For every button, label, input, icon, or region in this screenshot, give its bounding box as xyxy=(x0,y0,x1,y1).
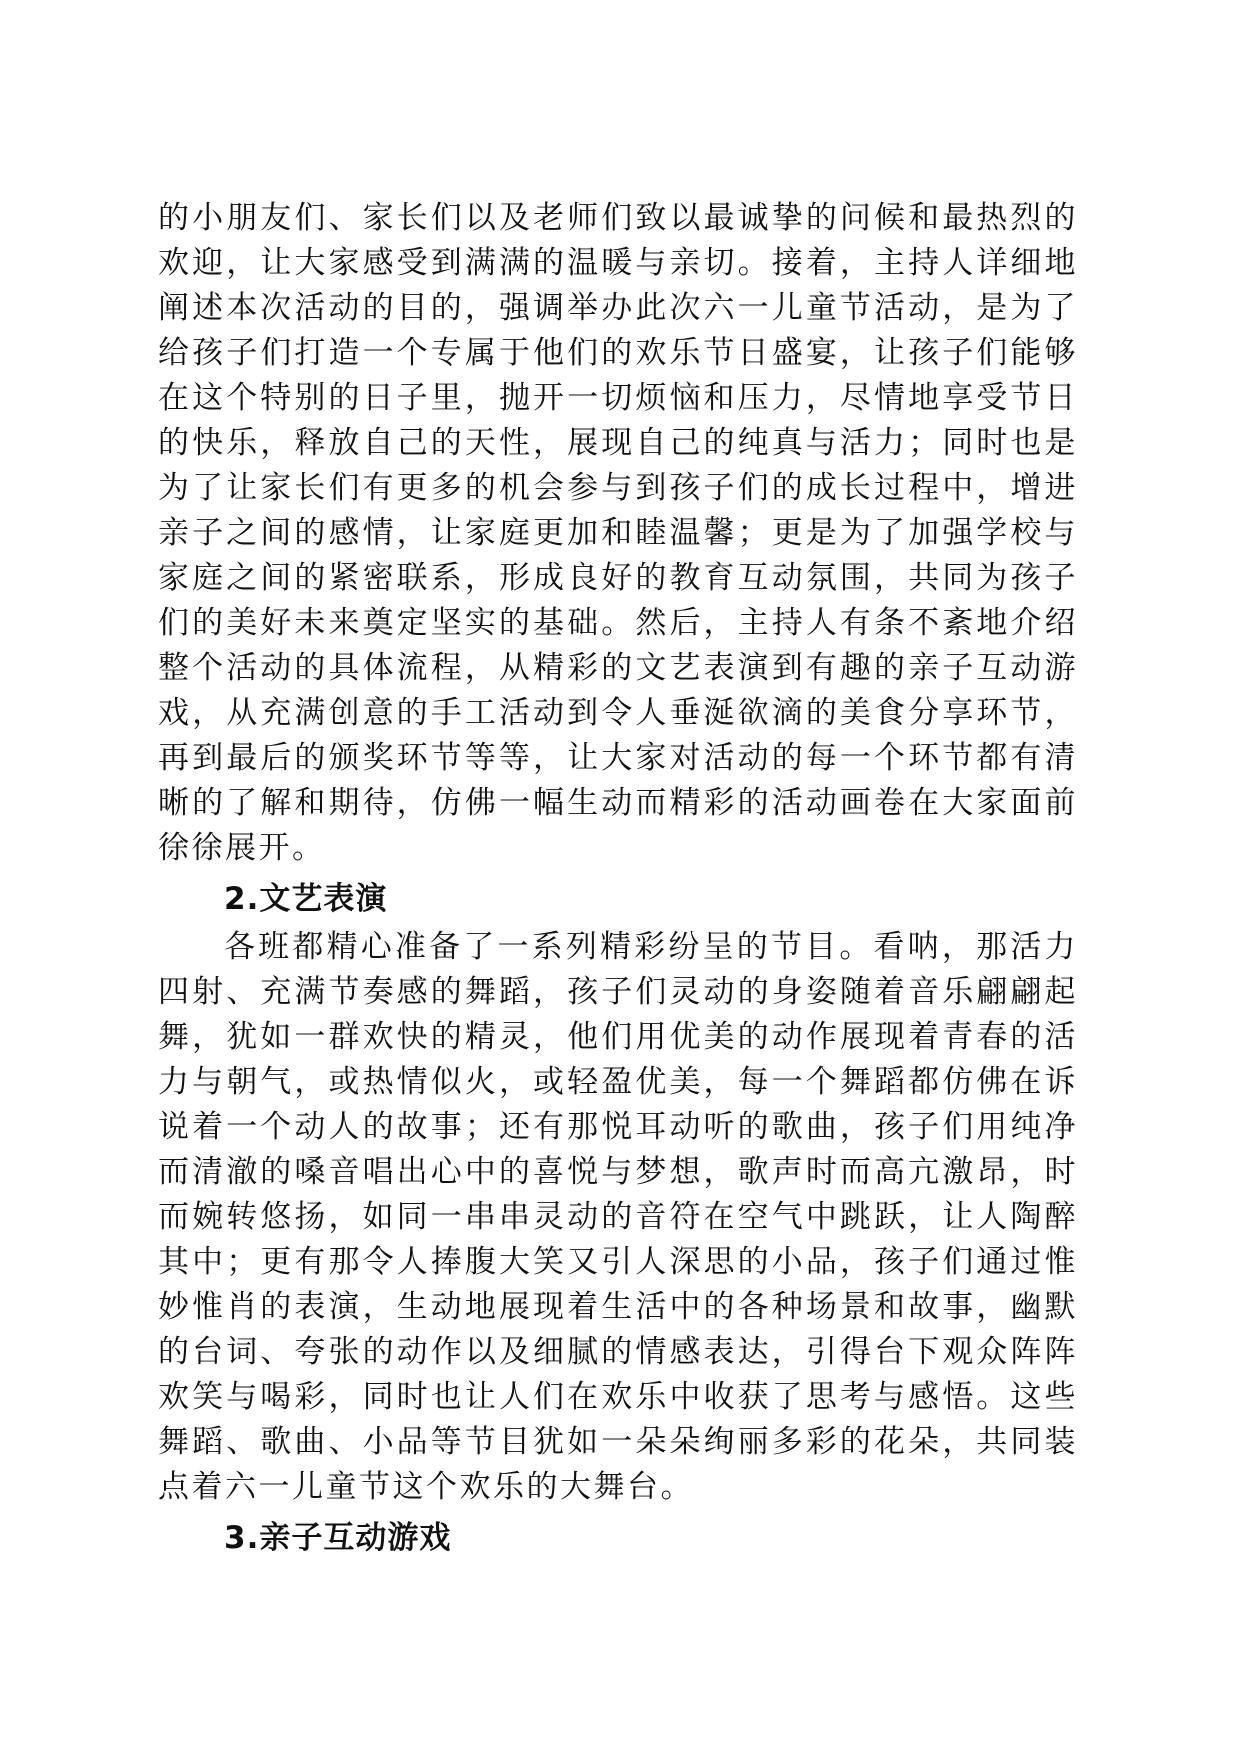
paragraph-performance: 各班都精心准备了一系列精彩纷呈的节目。看呐，那活力四射、充满节奏感的舞蹈，孩子们灵动的身姿随着音乐翩翩起舞，犹如一群欢快的精灵，他们用优美的动作展现着青春的活力与朝气，或热情似火，或轻盈优美，每一个舞蹈都仿佛在诉说着一个动人的故事；还有那悦耳动听的歌曲，孩子们用纯净而清澈的嗓音唱出心中的喜悦与梦想，歌声时而高亢激昂，时而婉转悠扬，如同一串串灵动的音符在空气中跳跃，让人陶醉其中；更有那令人捧腹大笑又引人深思的小品，孩子们通过惟妙惟肖的表演，生动地展现着生活中的各种场景和故事，幽默的台词、夸张的动作以及细腻的情感表达，引得台下观众阵阵欢笑与喝彩，同时也让人们在欢乐中收获了思考与感悟。这些舞蹈、歌曲、小品等节目犹如一朵朵绚丽多彩的花朵，共同装点着六一儿童节这个欢乐的大舞台。 xyxy=(158,929,1078,1505)
section-heading-performance: 2.文艺表演 xyxy=(224,881,388,917)
section-heading-parent-child-games: 3.亲子互动游戏 xyxy=(224,1520,452,1556)
paragraph-continuation: 的小朋友们、家长们以及老师们致以最诚挚的问候和最热烈的欢迎，让大家感受到满满的温暖与亲切。接着，主持人详细地阐述本次活动的目的，强调举办此次六一儿童节活动，是为了给孩子们打造一个专属于他们的欢乐节日盛宴，让孩子们能够在这个特别的日子里，抛开一切烦恼和压力，尽情地享受节日的快乐，释放自己的天性，展现自己的纯真与活力；同时也是为了让家长们有更多的机会参与到孩子们的成长过程中，增进亲子之间的感情，让家庭更加和睦温馨；更是为了加强学校与家庭之间的紧密联系，形成良好的教育互动氛围，共同为孩子们的美好未来奠定坚实的基础。然后，主持人有条不紊地介绍整个活动的具体流程，从精彩的文艺表演到有趣的亲子互动游戏，从充满创意的手工活动到令人垂涎欲滴的美食分享环节，再到最后的颁奖环节等等，让大家对活动的每一个环节都有清晰的了解和期待，仿佛一幅生动而精彩的活动画卷在大家面前徐徐展开。 xyxy=(158,200,1078,866)
document-body xyxy=(158,196,1078,1564)
